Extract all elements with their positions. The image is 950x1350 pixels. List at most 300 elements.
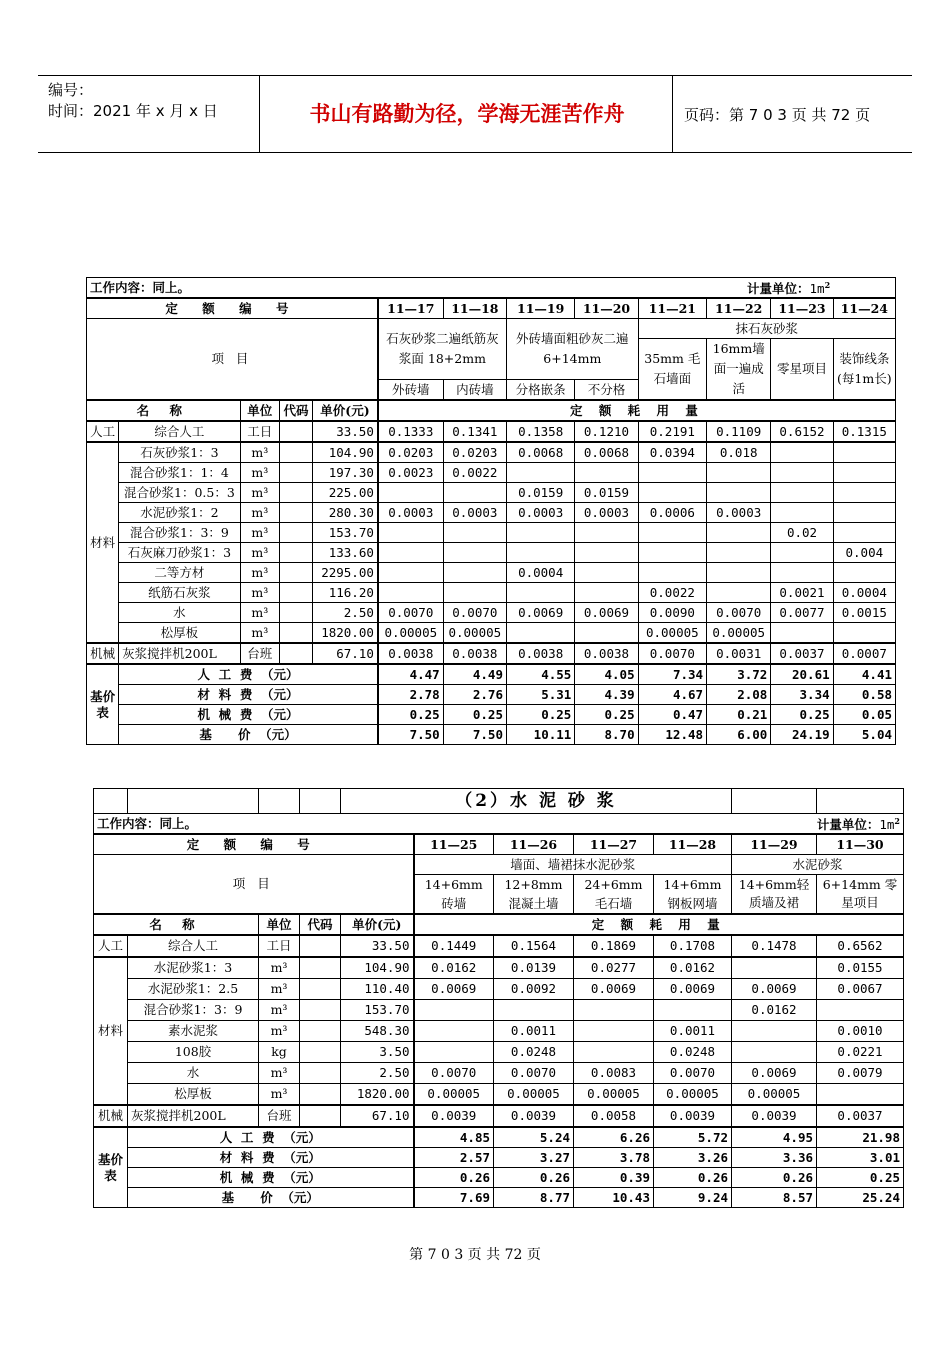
base-price-label: 机 械 费 （元） — [128, 1168, 414, 1188]
consumption-value: 0.0038 — [443, 643, 506, 664]
consumption-value: 0.0011 — [654, 1021, 732, 1042]
base-price-value: 4.95 — [732, 1127, 817, 1148]
group-label: 石灰砂浆二遍纸筋灰浆面 18+2mm — [378, 319, 507, 380]
section-title: （2）水 泥 砂 浆 — [341, 789, 732, 814]
consumption-value — [771, 503, 833, 523]
consumption-value: 0.0004 — [506, 563, 574, 583]
consumption-value: 0.00005 — [707, 623, 771, 644]
base-price-value: 3.36 — [732, 1148, 817, 1168]
consumption-value: 0.6562 — [817, 935, 904, 957]
consumption-value — [378, 523, 443, 543]
category-label: 材料 — [87, 442, 119, 643]
consumption-value — [638, 463, 706, 483]
consumption-value: 0.0039 — [654, 1105, 732, 1127]
base-price-label: 机 械 费 （元） — [119, 705, 378, 725]
consumption-value — [732, 1021, 817, 1042]
table-row — [94, 1063, 904, 1084]
quota-table-lime-mortar — [86, 277, 896, 745]
sub-item: 装饰线条(每1m长) — [833, 339, 895, 401]
resource-code — [300, 1000, 341, 1021]
blank-cell — [259, 789, 300, 814]
resource-name: 综合人工 — [128, 935, 259, 957]
base-price-row — [87, 664, 896, 685]
resource-code — [279, 463, 312, 483]
consumption-value: 0.0394 — [638, 442, 706, 463]
base-price-value: 3.34 — [771, 685, 833, 705]
resource-name: 纸筋石灰浆 — [119, 583, 241, 603]
resource-name: 水 — [128, 1063, 259, 1084]
consumption-value: 0.0155 — [817, 957, 904, 979]
quota-label: 定 额 编 号 — [87, 298, 378, 319]
category-label: 人工 — [94, 935, 128, 957]
header-page-label: 页码：第 7 0 3 页 共 72 页 — [684, 106, 871, 124]
sub-item: 不分格 — [575, 380, 638, 401]
base-price-value: 12.48 — [638, 725, 706, 745]
header-motto: 书山有路勤为径，学海无涯苦作舟 — [309, 102, 625, 126]
sub-item: 14+6mm轻质墙及裙 — [732, 875, 817, 915]
resource-code — [300, 1063, 341, 1084]
consumption-value — [575, 523, 638, 543]
table-row — [87, 463, 896, 483]
unit-price: 1820.00 — [341, 1084, 414, 1106]
consumption-value — [833, 563, 895, 583]
base-price-label: 材 料 费 （元） — [128, 1148, 414, 1168]
resource-code — [279, 583, 312, 603]
resource-unit: m³ — [240, 442, 279, 463]
consumption-value: 0.0203 — [443, 442, 506, 463]
consumption-value — [707, 543, 771, 563]
table-row — [94, 935, 904, 957]
base-price-value: 0.05 — [833, 705, 895, 725]
base-price-row — [94, 1127, 904, 1148]
base-price-value: 4.05 — [575, 664, 638, 685]
category-label: 基价表 — [94, 1127, 128, 1208]
base-price-row — [87, 725, 896, 745]
blank-cell — [94, 789, 128, 814]
unit-price: 67.10 — [341, 1105, 414, 1127]
base-price-value: 10.11 — [506, 725, 574, 745]
resource-name: 松厚板 — [119, 623, 241, 644]
base-price-value: 0.58 — [833, 685, 895, 705]
base-price-value: 0.25 — [817, 1168, 904, 1188]
consumption-value: 0.0069 — [732, 1063, 817, 1084]
base-price-value: 9.24 — [654, 1188, 732, 1208]
consumption-value — [575, 623, 638, 644]
consumption-value: 0.0069 — [732, 979, 817, 1000]
col-price: 单价(元) — [341, 914, 414, 935]
quota-code: 11—24 — [833, 298, 895, 319]
consumption-value — [575, 563, 638, 583]
base-price-row — [94, 1148, 904, 1168]
base-price-value: 8.57 — [732, 1188, 817, 1208]
work-content: 工作内容：同上。 — [94, 814, 732, 835]
base-price-value: 0.25 — [378, 705, 443, 725]
consumption-value: 0.0021 — [771, 583, 833, 603]
consumption-value — [575, 463, 638, 483]
consumption-value — [506, 463, 574, 483]
group-label: 外砖墙面粗砂灰二遍 6+14mm — [506, 319, 638, 380]
resource-unit: 台班 — [240, 643, 279, 664]
consumption-value: 0.0038 — [378, 643, 443, 664]
consumption-value — [414, 1021, 494, 1042]
item-label: 项 目 — [87, 319, 378, 401]
quota-code: 11—18 — [443, 298, 506, 319]
base-price-value: 7.34 — [638, 664, 706, 685]
unit-price: 280.30 — [313, 503, 378, 523]
consumption-value: 0.0039 — [414, 1105, 494, 1127]
consumption-value: 0.00005 — [638, 623, 706, 644]
table-row — [87, 442, 896, 463]
base-price-value: 4.47 — [378, 664, 443, 685]
consumption-value: 0.1869 — [574, 935, 654, 957]
consumption-value: 0.0004 — [833, 583, 895, 603]
blank-cell — [833, 278, 895, 299]
base-price-value: 24.19 — [771, 725, 833, 745]
table-row — [87, 583, 896, 603]
consumption-value: 0.018 — [707, 442, 771, 463]
consumption-value — [506, 523, 574, 543]
consumption-value: 0.6152 — [771, 421, 833, 442]
resource-unit: m³ — [240, 583, 279, 603]
blank-cell — [817, 789, 904, 814]
resource-unit: 工日 — [240, 421, 279, 442]
base-price-value: 7.50 — [378, 725, 443, 745]
consumption-value: 0.0221 — [817, 1042, 904, 1063]
consumption-value: 0.0069 — [506, 603, 574, 623]
consumption-value: 0.0022 — [443, 463, 506, 483]
consumption-value: 0.0162 — [654, 957, 732, 979]
base-price-value: 3.72 — [707, 664, 771, 685]
consumption-value — [574, 1021, 654, 1042]
table-row — [87, 563, 896, 583]
consumption-value: 0.0159 — [575, 483, 638, 503]
base-price-value: 6.00 — [707, 725, 771, 745]
base-price-value: 25.24 — [817, 1188, 904, 1208]
consumption-value — [771, 483, 833, 503]
unit-price: 33.50 — [341, 935, 414, 957]
group-label: 水泥砂浆 — [732, 855, 904, 875]
base-price-value: 0.26 — [494, 1168, 574, 1188]
consumption-value: 0.00005 — [574, 1084, 654, 1106]
base-price-row — [87, 685, 896, 705]
category-label: 机械 — [94, 1105, 128, 1127]
base-price-value: 0.47 — [638, 705, 706, 725]
consumption-value: 0.0037 — [817, 1105, 904, 1127]
header-divider — [259, 76, 260, 152]
consumption-value: 0.0007 — [833, 643, 895, 664]
base-price-value: 0.21 — [707, 705, 771, 725]
resource-name: 松厚板 — [128, 1084, 259, 1106]
consumption-value — [707, 583, 771, 603]
unit-price: 225.00 — [313, 483, 378, 503]
table-row — [87, 523, 896, 543]
unit-price: 110.40 — [341, 979, 414, 1000]
consumption-value: 0.0077 — [771, 603, 833, 623]
resource-name: 石灰麻刀砂浆1：3 — [119, 543, 241, 563]
consumption-value — [833, 623, 895, 644]
thickness: 14+6mm — [654, 875, 732, 895]
table-row — [94, 1000, 904, 1021]
consumption-value: 0.0039 — [732, 1105, 817, 1127]
quota-label: 定 额 编 号 — [94, 834, 414, 855]
sub-item: 6+14mm 零星项目 — [817, 875, 904, 915]
unit-price: 548.30 — [341, 1021, 414, 1042]
quota-code: 11—25 — [414, 834, 494, 855]
unit-price: 153.70 — [341, 1000, 414, 1021]
resource-unit: m³ — [259, 1063, 300, 1084]
base-price-value: 0.25 — [506, 705, 574, 725]
resource-code — [279, 563, 312, 583]
consumption-value: 0.1564 — [494, 935, 574, 957]
resource-unit: m³ — [240, 483, 279, 503]
unit-label-text: 计量单位： — [746, 281, 810, 297]
consumption-value: 0.0003 — [707, 503, 771, 523]
consumption-value: 0.0038 — [506, 643, 574, 664]
consumption-value: 0.0070 — [654, 1063, 732, 1084]
resource-name: 水 — [119, 603, 241, 623]
base-price-label: 人 工 费 （元） — [128, 1127, 414, 1148]
consumption-value: 0.00005 — [414, 1084, 494, 1106]
consumption-value: 0.0069 — [574, 979, 654, 1000]
col-unit: 单位 — [240, 400, 279, 421]
consumption-value: 0.0070 — [707, 603, 771, 623]
consumption-value: 0.0139 — [494, 957, 574, 979]
time-label: 时间：2021 年 x 月 x 日 — [48, 102, 218, 120]
consumption-value: 0.0070 — [378, 603, 443, 623]
category-label: 基价表 — [87, 664, 119, 745]
quota-code: 11—27 — [574, 834, 654, 855]
base-price-value: 4.41 — [833, 664, 895, 685]
resource-code — [279, 483, 312, 503]
unit-price: 116.20 — [313, 583, 378, 603]
resource-code — [279, 523, 312, 543]
thickness: 24+6mm — [574, 875, 654, 895]
consumption-value — [378, 483, 443, 503]
consumption-value: 0.0069 — [654, 979, 732, 1000]
thickness: 12+8mm — [494, 875, 574, 895]
consumption-value — [443, 483, 506, 503]
resource-code — [279, 643, 312, 664]
resource-unit: m³ — [240, 463, 279, 483]
col-name: 名 称 — [94, 914, 259, 935]
consumption-value — [771, 463, 833, 483]
consumption-value: 0.0069 — [575, 603, 638, 623]
resource-name: 108胶 — [128, 1042, 259, 1063]
consumption-value — [833, 463, 895, 483]
resource-unit: 工日 — [259, 935, 300, 957]
consumption-value: 0.0022 — [638, 583, 706, 603]
resource-unit: m³ — [240, 543, 279, 563]
blank-cell — [300, 789, 341, 814]
consumption-value: 0.1478 — [732, 935, 817, 957]
consumption-value — [707, 463, 771, 483]
col-name: 名 称 — [87, 400, 241, 421]
category-label: 人工 — [87, 421, 119, 442]
consumption-value: 0.0038 — [575, 643, 638, 664]
consumption-value: 0.0037 — [771, 643, 833, 664]
base-price-value: 2.57 — [414, 1148, 494, 1168]
quota-code: 11—17 — [378, 298, 443, 319]
base-price-value: 3.01 — [817, 1148, 904, 1168]
resource-unit: m³ — [240, 623, 279, 644]
resource-unit: m³ — [259, 957, 300, 979]
base-price-value: 5.04 — [833, 725, 895, 745]
blank-cell — [732, 789, 817, 814]
base-price-value: 4.67 — [638, 685, 706, 705]
consumption-value — [575, 583, 638, 603]
resource-name: 混合砂浆1：1：4 — [119, 463, 241, 483]
quota-code: 11—28 — [654, 834, 732, 855]
base-price-value: 0.26 — [654, 1168, 732, 1188]
resource-code — [300, 935, 341, 957]
table-row — [94, 1042, 904, 1063]
page-footer: 第 7 0 3 页 共 72 页 — [409, 1247, 541, 1263]
base-price-value: 4.39 — [575, 685, 638, 705]
quota-code: 11—20 — [575, 298, 638, 319]
consumption-value: 0.0023 — [378, 463, 443, 483]
consumption-value: 0.02 — [771, 523, 833, 543]
base-price-value: 3.27 — [494, 1148, 574, 1168]
consumption-value: 0.0011 — [494, 1021, 574, 1042]
quota-code: 11—22 — [707, 298, 771, 319]
table-row — [87, 623, 896, 644]
sub-item: 35mm 毛石墙面 — [638, 339, 706, 401]
consumption-value: 0.0006 — [638, 503, 706, 523]
consumption-value — [732, 957, 817, 979]
consumption-value — [506, 623, 574, 644]
unit-price: 153.70 — [313, 523, 378, 543]
resource-name: 混合砂浆1：0.5：3 — [119, 483, 241, 503]
consumption-value — [707, 563, 771, 583]
consumption-value: 0.00005 — [378, 623, 443, 644]
consumption-value — [771, 563, 833, 583]
base-price-value: 5.24 — [494, 1127, 574, 1148]
consumption-value: 0.0070 — [638, 643, 706, 664]
resource-unit: kg — [259, 1042, 300, 1063]
base-price-label: 材 料 费 （元） — [119, 685, 378, 705]
consumption-value — [443, 543, 506, 563]
quota-table-cement-mortar — [93, 788, 904, 1208]
base-price-value: 0.25 — [575, 705, 638, 725]
resource-name: 综合人工 — [119, 421, 241, 442]
base-price-value: 2.76 — [443, 685, 506, 705]
resource-unit: m³ — [259, 1021, 300, 1042]
quota-code: 11—29 — [732, 834, 817, 855]
table-row — [87, 503, 896, 523]
quota-code: 11—30 — [817, 834, 904, 855]
consumption-value: 0.1210 — [575, 421, 638, 442]
consumption-value: 0.0277 — [574, 957, 654, 979]
consumption-value: 0.0159 — [506, 483, 574, 503]
header-meta — [48, 80, 218, 122]
consumption-value: 0.1341 — [443, 421, 506, 442]
consumption-value — [378, 563, 443, 583]
col-code: 代码 — [300, 914, 341, 935]
consumption-value: 0.0248 — [654, 1042, 732, 1063]
resource-code — [300, 979, 341, 1000]
base-price-value: 0.26 — [732, 1168, 817, 1188]
consumption-value — [574, 1000, 654, 1021]
base-price-value: 3.26 — [654, 1148, 732, 1168]
base-price-value: 0.25 — [771, 705, 833, 725]
consumption-value: 0.0039 — [494, 1105, 574, 1127]
base-price-label: 基 价 （元） — [119, 725, 378, 745]
consumption-value: 0.0068 — [575, 442, 638, 463]
base-price-value: 3.78 — [574, 1148, 654, 1168]
category-label: 机械 — [87, 643, 119, 664]
consumption-value: 0.0083 — [574, 1063, 654, 1084]
unit-value: 1m — [879, 817, 895, 833]
quota-code: 11—21 — [638, 298, 706, 319]
table-row — [87, 483, 896, 503]
resource-code — [300, 1021, 341, 1042]
consumption-value: 0.0162 — [414, 957, 494, 979]
consumption-value: 0.1333 — [378, 421, 443, 442]
sub-item: 混凝土墙 — [494, 894, 574, 914]
consumption-value — [732, 1042, 817, 1063]
resource-name: 石灰砂浆1：3 — [119, 442, 241, 463]
resource-name: 混合砂浆1：3：9 — [119, 523, 241, 543]
base-price-value: 21.98 — [817, 1127, 904, 1148]
base-price-value: 6.26 — [574, 1127, 654, 1148]
resource-code — [300, 1105, 341, 1127]
consumption-value — [771, 442, 833, 463]
consumption-value — [833, 483, 895, 503]
base-price-value: 4.49 — [443, 664, 506, 685]
consumption-value: 0.0070 — [414, 1063, 494, 1084]
consumption-value: 0.0010 — [817, 1021, 904, 1042]
consumption-value — [443, 583, 506, 603]
consumption-value: 0.00005 — [654, 1084, 732, 1106]
base-price-row — [94, 1168, 904, 1188]
consumption-value: 0.1449 — [414, 935, 494, 957]
table-row — [94, 979, 904, 1000]
resource-code — [279, 603, 312, 623]
base-price-value: 0.26 — [414, 1168, 494, 1188]
sub-item: 零星项目 — [771, 339, 833, 401]
consumption-value — [707, 483, 771, 503]
unit-price: 3.50 — [341, 1042, 414, 1063]
col-unit: 单位 — [259, 914, 300, 935]
resource-unit: m³ — [240, 523, 279, 543]
resource-code — [300, 957, 341, 979]
consumption-value: 0.0003 — [443, 503, 506, 523]
work-content: 工作内容：同上。 — [87, 278, 707, 299]
consumption-value: 0.0015 — [833, 603, 895, 623]
table-row — [94, 1021, 904, 1042]
consumption-value: 0.0003 — [506, 503, 574, 523]
group-label: 抹石灰砂浆 — [638, 319, 895, 339]
consumption-value — [443, 523, 506, 543]
consumption-value: 0.00005 — [732, 1084, 817, 1106]
resource-code — [279, 543, 312, 563]
consumption-value: 0.1708 — [654, 935, 732, 957]
col-consumption: 定 额 耗 用 量 — [414, 914, 904, 935]
resource-name: 灰浆搅拌机200L — [128, 1105, 259, 1127]
consumption-value — [575, 543, 638, 563]
consumption-value: 0.0067 — [817, 979, 904, 1000]
number-label: 编号： — [48, 81, 94, 99]
consumption-value: 0.0003 — [378, 503, 443, 523]
quota-code: 11—19 — [506, 298, 574, 319]
resource-name: 混合砂浆1：3：9 — [128, 1000, 259, 1021]
header-divider — [672, 76, 673, 152]
blank-cell — [128, 789, 259, 814]
resource-unit: m³ — [240, 503, 279, 523]
item-label: 项 目 — [94, 855, 414, 915]
consumption-value — [506, 583, 574, 603]
base-price-label: 基 价 （元） — [128, 1188, 414, 1208]
